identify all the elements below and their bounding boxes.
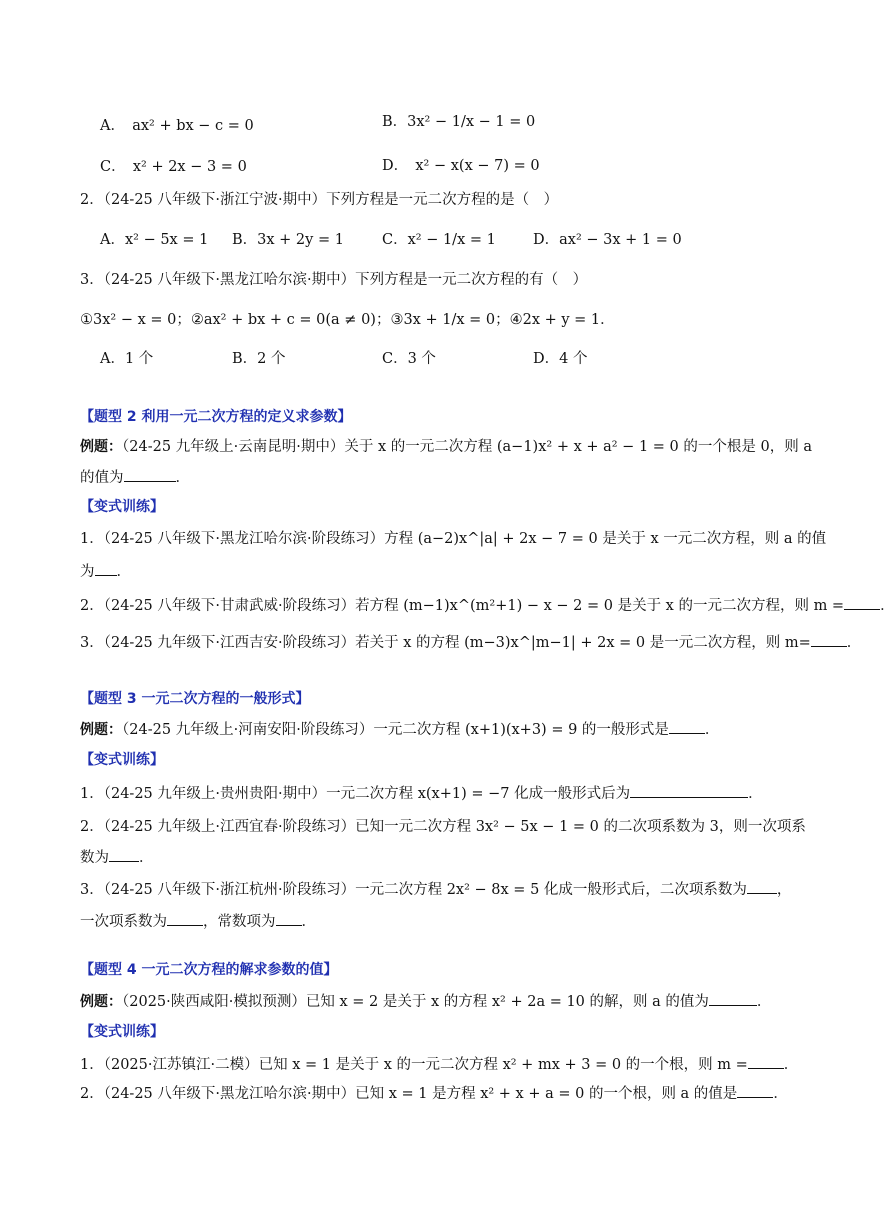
answer-blank[interactable] [630, 783, 748, 798]
section2-v3: 3．（24-25 九年级下·江西吉安·阶段练习）若关于 x 的方程 (m−3)x^|m−1| + 2x = 0 是一元二次方程，则 m= ． [80, 632, 861, 653]
q3-stem: 3．（24-25 八年级下·黑龙江哈尔滨·期中）下列方程是一元二次方程的有（ ） [80, 272, 588, 288]
q2-stem: 2．（24-25 八年级下·浙江宁波·期中）下列方程是一元二次方程的是（ ） [80, 192, 559, 208]
section2-v1: 1．（24-25 八年级下·黑龙江哈尔滨·阶段练习）方程 (a−2)x^|a| + 2x − 7 = 0 是关于 x 一元二次方程，则 a 的值 [80, 531, 827, 547]
q3-option-b: B．2 个 [232, 351, 286, 367]
q2-option-c: C．x² − 1/x = 1 [382, 232, 496, 248]
q3-items: ①3x² − x = 0；②ax² + bx + c = 0(a ≠ 0)；③3x + 1/x = 0；④2x + y = 1． [80, 312, 615, 328]
q1-option-c: C． x² + 2x − 3 = 0 [100, 159, 247, 175]
section4-title: 【题型 4 一元二次方程的解求参数的值】 [80, 962, 338, 978]
section2-example [80, 437, 812, 457]
answer-blank[interactable] [747, 879, 777, 894]
section4-example: 例题：（2025·陕西咸阳·模拟预测）已知 x = 2 是关于 x 的方程 x² + 2a = 10 的解，则 a 的值为 ． [80, 991, 771, 1012]
section2-v3-text: 3．（24-25 九年级下·江西吉安·阶段练习）若关于 x 的方程 (m−3)x^|m−1| + 2x = 0 是一元二次方程，则 m= [80, 635, 811, 651]
q1-option-d: D． x² − x(x − 7) = 0 [382, 158, 540, 174]
q1-option-a: A． ax² + bx − c = 0 [100, 118, 254, 134]
q2-option-d: D．ax² − 3x + 1 = 0 [533, 232, 682, 248]
section2-example-cont: 的值为 ． [80, 467, 190, 488]
section4-v1: 1．（2025·江苏镇江·二模）已知 x = 1 是关于 x 的一元二次方程 x² + mx + 3 = 0 的一个根，则 m = ． [80, 1054, 798, 1075]
section3-v2-line2: 数为 [80, 850, 109, 866]
section3-v3-line2b: ，常数项为 [203, 914, 276, 930]
section3-example-text: （24-25 九年级上·河南安阳·阶段练习）一元二次方程 (x+1)(x+3) = 9 的一般形式是 [122, 722, 669, 738]
q3-option-d: D．4 个 [533, 351, 588, 367]
section3-v1-text: 1．（24-25 九年级上·贵州贵阳·期中）一元二次方程 x(x+1) = −7 化成一般形式后为 [80, 786, 631, 802]
section2-title: 【题型 2 利用一元二次方程的定义求参数】 [80, 409, 352, 425]
section3-v3-line2a: 一次项系数为 [80, 914, 167, 930]
q3-option-a: A．1 个 [100, 351, 154, 367]
section3-v3-text: 3．（24-25 八年级下·浙江杭州·阶段练习）一元二次方程 2x² − 8x = 5 化成一般形式后，二次项系数为 [80, 882, 747, 898]
section4-v2-text: 2．（24-25 八年级下·黑龙江哈尔滨·期中）已知 x = 1 是方程 x² + x + a = 0 的一个根，则 a 的值是 [80, 1086, 738, 1102]
section4-example-text: （2025·陕西咸阳·模拟预测）已知 x = 2 是关于 x 的方程 x² + 2a = 10 的解，则 a 的值为 [122, 994, 709, 1010]
answer-blank[interactable] [709, 991, 757, 1006]
section2-v1-line2: 为 [80, 564, 95, 580]
answer-blank[interactable] [167, 911, 203, 926]
section2-example-line2: 的值为 [80, 470, 124, 486]
q3-option-c: C．3 个 [382, 351, 436, 367]
answer-blank[interactable] [109, 847, 139, 862]
section3-title: 【题型 3 一元二次方程的一般形式】 [80, 691, 310, 707]
section3-v3-cont: 一次项系数为 ，常数项为 ． [80, 911, 316, 932]
answer-blank[interactable] [95, 561, 117, 576]
answer-blank[interactable] [669, 719, 705, 734]
section3-v3: 3．（24-25 八年级下·浙江杭州·阶段练习）一元二次方程 2x² − 8x = 5 化成一般形式后，二次项系数为 ， [80, 879, 791, 900]
answer-blank[interactable] [737, 1083, 773, 1098]
section2-v2: 2．（24-25 八年级下·甘肃武威·阶段练习）若方程 (m−1)x^(m²+1) − x − 2 = 0 是关于 x 的一元二次方程，则 m = ． [80, 595, 895, 616]
answer-blank[interactable] [811, 632, 847, 647]
section2-v1-cont: 为 ． [80, 561, 131, 582]
section2-variant-title: 【变式训练】 [80, 499, 164, 515]
section4-v1-text: 1．（2025·江苏镇江·二模）已知 x = 1 是关于 x 的一元二次方程 x² + mx + 3 = 0 的一个根，则 m = [80, 1057, 748, 1073]
section2-v2-text: 2．（24-25 八年级下·甘肃武威·阶段练习）若方程 (m−1)x^(m²+1) − x − 2 = 0 是关于 x 的一元二次方程，则 m = [80, 598, 845, 614]
section3-v1: 1．（24-25 九年级上·贵州贵阳·期中）一元二次方程 x(x+1) = −7 化成一般形式后为 ． [80, 783, 763, 804]
example-label: 例题： [80, 994, 122, 1010]
section3-example: 例题：（24-25 九年级上·河南安阳·阶段练习）一元二次方程 (x+1)(x+3) = 9 的一般形式是 ． [80, 719, 719, 740]
answer-blank[interactable] [276, 911, 302, 926]
section4-v2: 2．（24-25 八年级下·黑龙江哈尔滨·期中）已知 x = 1 是方程 x² + x + a = 0 的一个根，则 a 的值是 ． [80, 1083, 788, 1104]
q2-option-b: B．3x + 2y = 1 [232, 232, 344, 248]
section3-v2-cont: 数为 ． [80, 847, 154, 868]
example-label: 例题： [80, 439, 122, 455]
answer-blank[interactable] [844, 595, 880, 610]
example-label: 例题： [80, 722, 122, 738]
section3-variant-title: 【变式训练】 [80, 752, 164, 768]
answer-blank[interactable] [748, 1054, 784, 1069]
answer-blank[interactable] [124, 467, 176, 482]
q2-option-a: A．x² − 5x = 1 [100, 232, 209, 248]
section2-example-text: （24-25 九年级上·云南昆明·期中）关于 x 的一元二次方程 (a−1)x² + x + a² − 1 = 0 的一个根是 0，则 a [122, 439, 812, 455]
q1-option-b: B．3x² − 1/x − 1 = 0 [382, 114, 536, 130]
section4-variant-title: 【变式训练】 [80, 1024, 164, 1040]
section3-v2: 2．（24-25 九年级上·江西宜春·阶段练习）已知一元二次方程 3x² − 5x − 1 = 0 的二次项系数为 3，则一次项系 [80, 819, 806, 835]
